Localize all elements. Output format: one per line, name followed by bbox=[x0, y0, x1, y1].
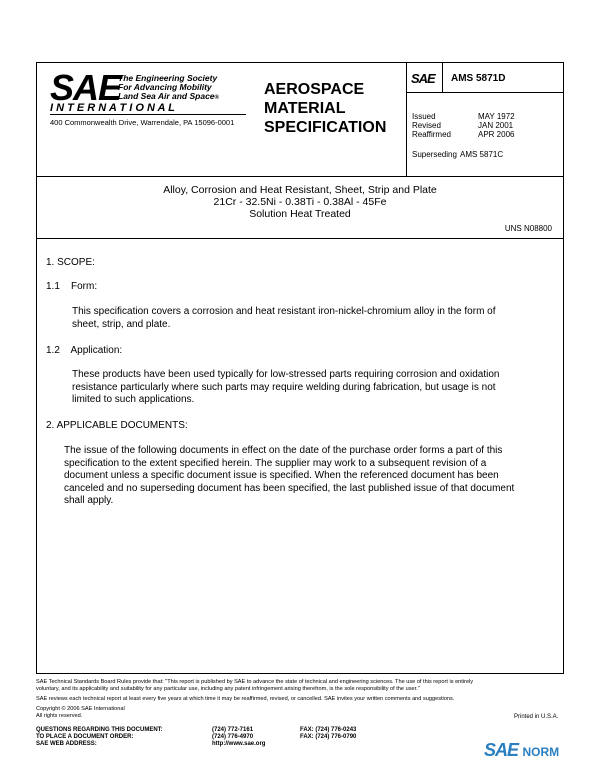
society-line-1: The Engineering Society bbox=[118, 73, 218, 83]
header-bottom-rule bbox=[36, 176, 564, 177]
header-divider bbox=[406, 62, 407, 176]
section-1-2-text: These products have been used typically for low-stressed parts requiring corrosion and oxidation resistance particularly where such parts may require welding during fabrication, but usage is not limited to such applications. bbox=[72, 369, 500, 405]
subject-line-1: Alloy, Corrosion and Heat Resistant, Sheet, Strip and Plate bbox=[163, 184, 437, 196]
subject-bottom-rule bbox=[36, 238, 564, 239]
section-2-text: The issue of the following documents in effect on the date of the purchase order forms a part of this specification to the extent specified herein. The supplier may work to a subsequent revision of a document unless a specific document issue is specified. When the referenced document has been canceled and no superseding document has been specified, the last published issue of that document shall apply. bbox=[64, 445, 515, 506]
international-label: I N T E R N A T I O N A L bbox=[50, 102, 175, 114]
questions-row: QUESTIONS REGARDING THIS DOCUMENT: (724) 772-7161 FAX: (724) 776-0243 bbox=[36, 727, 357, 733]
society-line-2: For Advancing Mobility bbox=[118, 82, 212, 92]
sae-norm-logo: SAE NORM bbox=[484, 740, 560, 760]
web-row: SAE WEB ADDRESS: http://www.sae.org bbox=[36, 741, 266, 747]
header-logo-divider bbox=[442, 62, 443, 92]
subject-line-2: 21Cr - 32.5Ni - 0.38Ti - 0.38Al - 45Fe bbox=[213, 196, 387, 208]
docnum-rule bbox=[406, 92, 564, 93]
sae-logo: SAE bbox=[50, 67, 122, 108]
issued-row: Issued MAY 1972 bbox=[412, 112, 515, 121]
uns-number: UNS N08800 bbox=[504, 224, 552, 233]
sae-small-logo: SAE bbox=[411, 71, 435, 86]
section-1-heading: 1. SCOPE: bbox=[46, 257, 95, 268]
doc-type-line-2: MATERIAL bbox=[264, 100, 346, 117]
subject-block bbox=[36, 184, 564, 220]
section-1-1-heading: 1.1 Form: bbox=[46, 281, 98, 292]
section-1-2-heading: 1.2 Application: bbox=[46, 345, 123, 356]
doc-type-title bbox=[264, 80, 386, 137]
logo-underline bbox=[50, 114, 246, 115]
society-line-3: Land Sea Air and Space® bbox=[118, 91, 219, 101]
doc-number: AMS 5871D bbox=[451, 73, 506, 84]
reaffirmed-row: Reaffirmed APR 2006 bbox=[412, 130, 515, 139]
subject-line-3: Solution Heat Treated bbox=[249, 208, 351, 220]
contact-block bbox=[36, 727, 356, 748]
footer-disclaimer: SAE Technical Standards Board Rules provide that: "This report is published by SAE to advance the state of technical and engineering sciences. The use of this report is entirely voluntary, and its applicability and suitability for any particular use, including any patent infringement arising therefrom, is the sole responsibility of the user." SAE reviews each technical report at least every five years at which time it may be reaffirmed, revised, or cancelled. SAE invites your written comments and suggestions. Copyright © 2006 SAE International All rights reserved. bbox=[36, 679, 474, 719]
superseding-row: Superseding AMS 5871C bbox=[412, 150, 504, 159]
doc-dates bbox=[412, 112, 515, 139]
doc-type-line-1: AEROSPACE bbox=[264, 81, 365, 98]
order-row: TO PLACE A DOCUMENT ORDER: (724) 776-4970 FAX: (724) 776-0790 bbox=[36, 734, 357, 740]
society-name bbox=[118, 74, 219, 103]
section-2-heading: 2. APPLICABLE DOCUMENTS: bbox=[46, 420, 188, 431]
section-1-1-text: This specification covers a corrosion and heat resistant iron-nickel-chromium alloy in the form of sheet, strip, and plate. bbox=[72, 306, 496, 330]
doc-type-line-3: SPECIFICATION bbox=[264, 119, 387, 136]
revised-row: Revised JAN 2001 bbox=[412, 121, 514, 130]
printed-in: Printed in U.S.A. bbox=[514, 714, 559, 720]
sae-address: 400 Commonwealth Drive, Warrendale, PA 15096-0001 bbox=[50, 118, 235, 127]
